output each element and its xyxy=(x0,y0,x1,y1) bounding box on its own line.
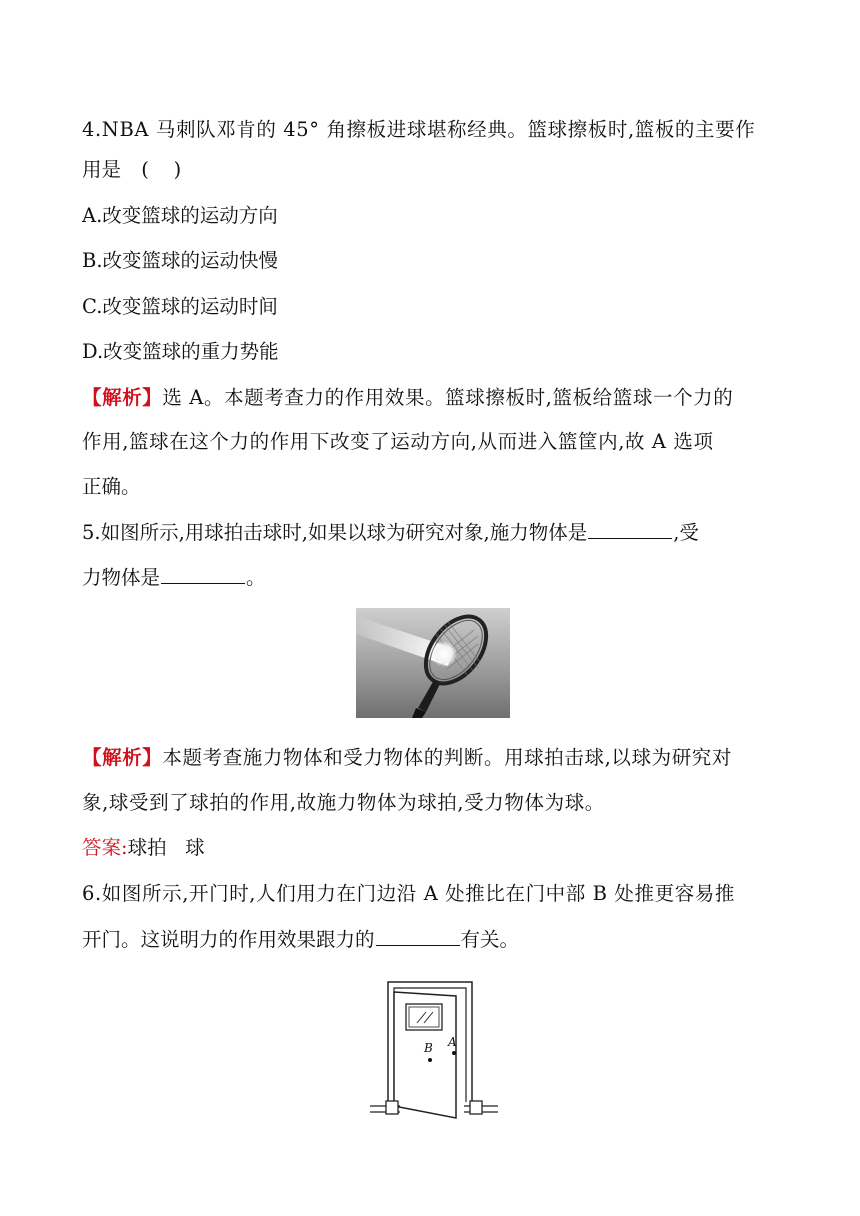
q5-answer-text: 球拍 球 xyxy=(127,836,205,859)
q4-analysis-tag: 【解析】 xyxy=(82,386,163,409)
point-a-label: A xyxy=(448,1035,457,1049)
q4-stem-line2 xyxy=(82,156,782,184)
q5-stem-text1: 5.如图所示,用球拍击球时,如果以球为研究对象,施力物体是 xyxy=(82,521,588,544)
q4-analysis-line2: 作用,篮球在这个力的作用下改变了运动方向,从而进入篮筐内,故 A 选项 xyxy=(82,430,714,453)
q5-answer-label: 答案: xyxy=(82,836,128,859)
q4-option-c: C.改变篮球的运动时间 xyxy=(82,295,278,318)
q6-stem-line1: 6.如图所示,开门时,人们用力在门边沿 A 处推比在门中部 B 处推更容易推 xyxy=(82,882,736,905)
q4-option-b: B.改变篮球的运动快慢 xyxy=(82,249,279,272)
q4-stem-line1: 4.NBA 马刺队邓肯的 45° 角擦板进球堪称经典。篮球擦板时,篮板的主要作 xyxy=(82,118,756,141)
q4-analysis-line1 xyxy=(82,384,782,412)
door-diagram xyxy=(364,970,504,1120)
q4-answer-paren: ( ) xyxy=(141,158,182,181)
q4-option-a: A.改变篮球的运动方向 xyxy=(82,204,278,227)
q5-stem-line2 xyxy=(82,564,782,592)
q5-analysis-text1: 本题考查施力物体和受力物体的判断。用球拍击球,以球为研究对 xyxy=(162,746,733,769)
racket-illustration xyxy=(356,608,510,718)
q5-analysis-line1 xyxy=(82,744,782,772)
q6-stem-text2: 有关。 xyxy=(460,928,520,951)
q5-analysis-line2: 象,球受到了球拍的作用,故施力物体为球拍,受力物体为球。 xyxy=(82,791,605,814)
tennis-racket-photo xyxy=(356,608,510,718)
q5-stem-text3: 力物体是 xyxy=(82,566,161,589)
q4-analysis-text1: 选 A。本题考查力的作用效果。篮球擦板时,篮板给篮球一个力的 xyxy=(162,386,734,409)
door-illustration xyxy=(364,970,504,1120)
q4-stem-prefix: 用是 xyxy=(82,158,122,181)
q5-stem-text2: ,受 xyxy=(673,521,699,544)
q5-blank-2 xyxy=(161,565,245,584)
point-b-dot xyxy=(428,1058,432,1062)
point-b-label: B xyxy=(424,1041,433,1055)
q5-answer-line xyxy=(82,834,782,862)
q4-analysis-line3: 正确。 xyxy=(82,475,141,498)
q6-stem-line2 xyxy=(82,926,782,954)
q5-blank-1 xyxy=(588,520,672,539)
q6-blank xyxy=(376,927,460,946)
q5-stem-line1 xyxy=(82,519,782,547)
q5-analysis-tag: 【解析】 xyxy=(82,746,163,769)
q4-option-d: D.改变篮球的重力势能 xyxy=(82,340,279,363)
point-a-dot xyxy=(452,1051,456,1055)
q6-stem-text1: 开门。这说明力的作用效果跟力的 xyxy=(82,928,375,951)
q5-stem-text4: 。 xyxy=(246,566,266,589)
